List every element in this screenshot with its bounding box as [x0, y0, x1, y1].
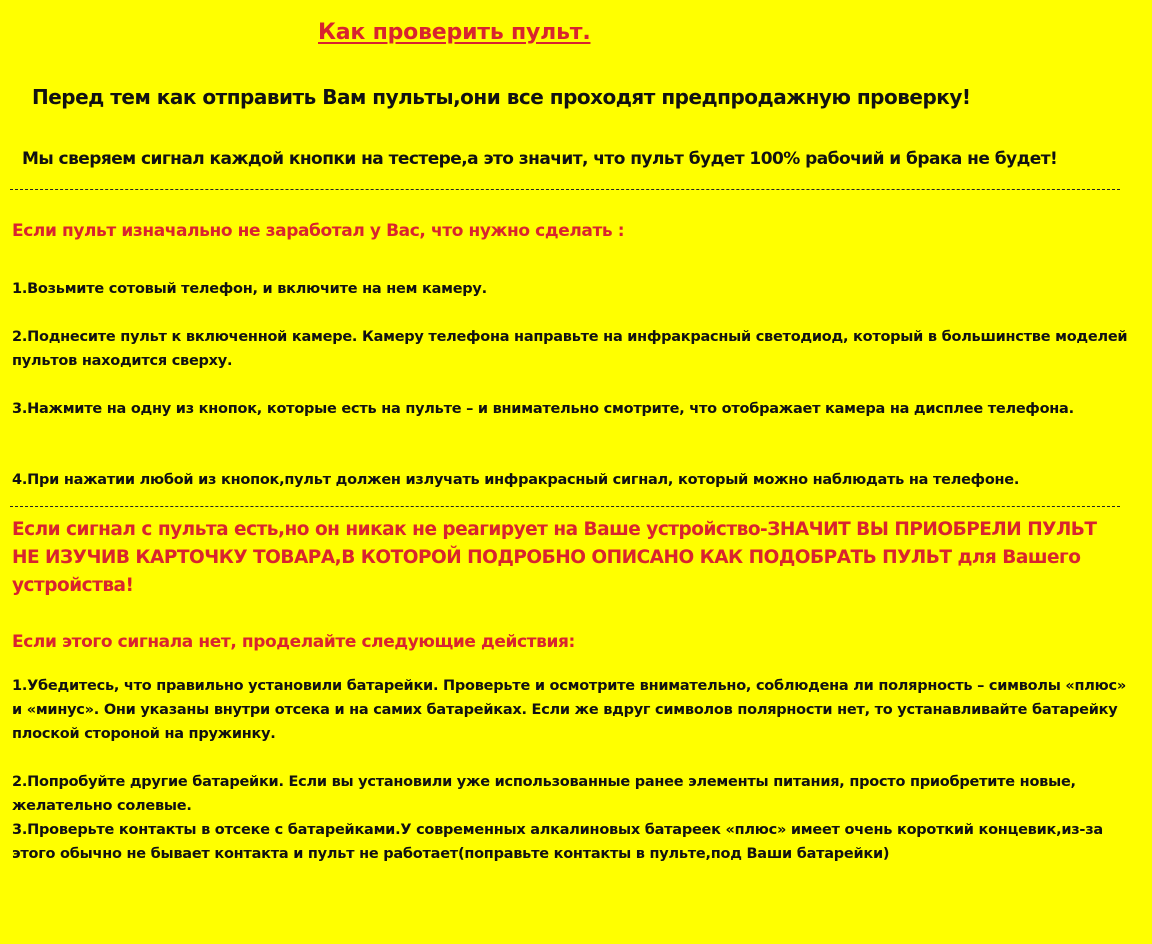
warning-text: Если сигнал с пульта есть,но он никак не реагирует на Ваше устройство-ЗНАЧИТ ВЫ ПРИОБРЕЛИ ПУЛЬТ НЕ ИЗУЧИВ КАРТОЧКУ ТОВАРА,В КОТОРОЙ ПОДРОБНО ОПИСАНО КАК ПОДОБРАТЬ ПУЛЬТ для Вашего устройства!	[12, 519, 1097, 596]
check-step-2: 2.Поднесите пульт к включенной камере. Камеру телефона направьте на инфракрасный светодиод, который в большинстве моделей пультов находится сверху.	[12, 329, 1128, 369]
check-step-3: 3.Нажмите на одну из кнопок, которые есть на пульте – и внимательно смотрите, что отображает камера на дисплее телефона.	[12, 401, 1074, 417]
page-title: Как проверить пульт.	[318, 20, 591, 45]
section-heading-check: Если пульт изначально не заработал у Вас, что нужно сделать :	[12, 221, 625, 241]
intro-line-tester: Мы сверяем сигнал каждой кнопки на тестере,а это значит, что пульт будет 100% рабочий и брака не будет!	[22, 149, 1058, 169]
intro-line-presale-check: Перед тем как отправить Вам пульты,они все проходят предпродажную проверку!	[32, 85, 971, 109]
dashed-divider	[10, 506, 1120, 507]
check-step-4: 4.При нажатии любой из кнопок,пульт должен излучать инфракрасный сигнал, который можно наблюдать на телефоне.	[12, 472, 1020, 488]
check-step-1: 1.Возьмите сотовый телефон, и включите на нем камеру.	[12, 281, 487, 297]
dashed-divider	[10, 189, 1120, 190]
no-signal-step-1: 1.Убедитесь, что правильно установили батарейки. Проверьте и осмотрите внимательно, соблюдена ли полярность – символы «плюс» и «минус». Они указаны внутри отсека и на самих батарейках. Если же вдруг символов полярности нет, то устанавливайте батарейку плоской стороной на пружинку.	[12, 678, 1126, 742]
no-signal-step-3: 3.Проверьте контакты в отсеке с батарейками.У современных алкалиновых батареек «плюс» имеет очень короткий концевик,из-за этого обычно не бывает контакта и пульт не работает(поправьте контакты в пульте,под Ваши батарейки)	[12, 822, 1103, 862]
no-signal-step-2: 2.Попробуйте другие батарейки. Если вы установили уже использованные ранее элементы питания, просто приобретите новые, желательно солевые.	[12, 774, 1076, 814]
section-heading-no-signal: Если этого сигнала нет, проделайте следующие действия:	[12, 632, 575, 652]
